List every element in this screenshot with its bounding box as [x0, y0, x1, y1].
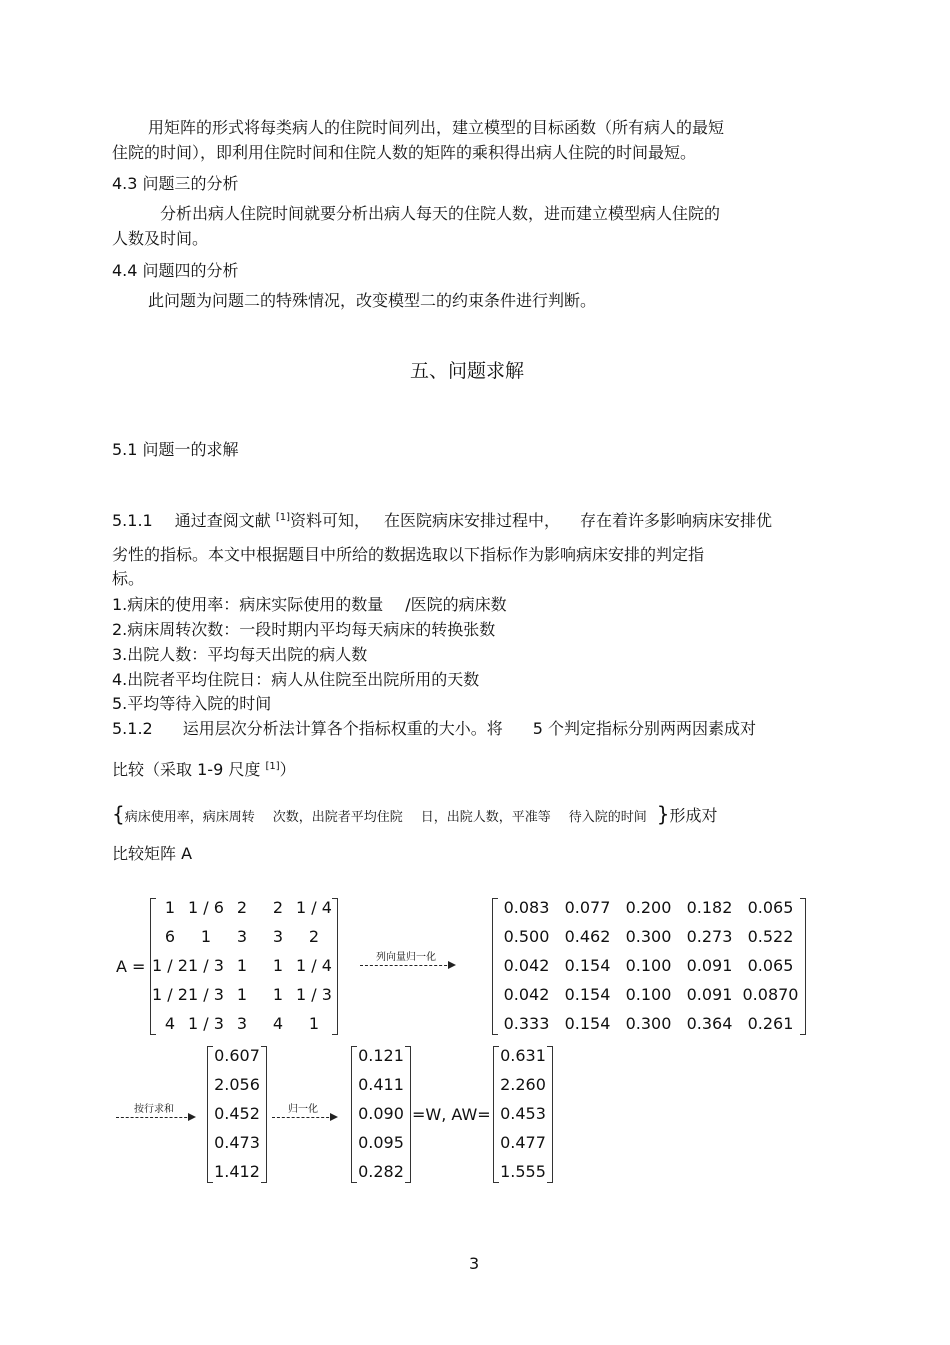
text-run: 运用层次分析法计算各个指标权重的大小。将	[182, 719, 503, 738]
paragraph-line: 人数及时间。	[112, 229, 209, 248]
subsection-heading: 4.3 问题三的分析	[112, 174, 239, 193]
paragraph-line: 用矩阵的形式将每类病人的住院时间列出，建立模型的目标函数（所有病人的最短	[148, 118, 725, 137]
matrix-cell: 3	[272, 927, 284, 946]
text-run: 通过查阅文献	[174, 511, 271, 530]
normalize-arrow	[272, 1100, 334, 1124]
matrix-cell: 1 / 4	[296, 898, 332, 917]
text-run: 资料可知，	[290, 511, 371, 530]
matrix-cell: 0.522	[747, 927, 794, 946]
matrix-cell: 1	[236, 956, 248, 975]
matrix-cell: 1 / 3	[188, 956, 224, 975]
matrix-cell: 0.500	[503, 927, 550, 946]
vector-cell: 0.477	[500, 1133, 546, 1152]
paragraph-line	[112, 804, 718, 828]
paragraph-line: 劣性的指标。本文中根据题目中所给的数据选取以下指标作为影响病床安排的判定指	[112, 545, 705, 564]
list-item: 3.出院人数：平均每天出院的病人数	[112, 645, 368, 664]
text-run: 5 个判定指标分别两两因素成对	[532, 719, 757, 738]
text-run: ）	[279, 760, 296, 779]
text-run: 在医院病床安排过程中，	[384, 511, 561, 530]
text-run: 次数，出院者平均住院	[272, 810, 403, 825]
list-item: 2.病床周转次数：一段时期内平均每天病床的转换张数	[112, 620, 496, 639]
matrix-cell: 0.300	[625, 927, 672, 946]
paragraph-line: 比较矩阵 A	[112, 844, 193, 863]
vector-cell: 0.473	[214, 1133, 260, 1152]
list-item	[112, 595, 507, 615]
matrix-cell: 0.042	[503, 956, 550, 975]
vector-AW	[493, 1046, 553, 1183]
matrix-cell: 0.300	[625, 1014, 672, 1033]
list-item: 5.平均等待入院的时间	[112, 694, 272, 713]
matrix-cell: 0.100	[625, 985, 672, 1004]
arrow-head	[448, 961, 456, 969]
matrix-normalized	[492, 898, 806, 1035]
matrix-cell: 0.364	[686, 1014, 733, 1033]
row-sum-arrow	[116, 1100, 192, 1124]
matrix-cell: 0.273	[686, 927, 733, 946]
vector-cell: 0.411	[358, 1075, 404, 1094]
vector-cell: 0.121	[358, 1046, 404, 1065]
matrix-cell: 0.200	[625, 898, 672, 917]
vector-cell: 0.607	[214, 1046, 260, 1065]
matrix-cell: 0.091	[686, 956, 733, 975]
vector-cell: 1.412	[214, 1162, 260, 1181]
text-run: 存在着许多影响病床安排优	[580, 511, 773, 530]
matrix-cell: 1	[308, 1014, 320, 1033]
arrow-head	[188, 1113, 196, 1121]
paragraph-line: 此问题为问题二的特殊情况，改变模型二的约束条件进行判断。	[148, 291, 597, 310]
arrow-line	[272, 1117, 334, 1118]
paragraph-line	[112, 508, 772, 531]
matrix-cell: 0.042	[503, 985, 550, 1004]
vector-cell: 2.056	[214, 1075, 260, 1094]
equation-text: =W, AW=	[412, 1105, 491, 1124]
text-run: 1-9 尺度	[197, 760, 261, 779]
vector-cell: 0.631	[500, 1046, 546, 1065]
matrix-cell: 6	[164, 927, 176, 946]
matrix-cell: 0.065	[747, 898, 794, 917]
paragraph-line	[112, 719, 756, 739]
vector-cell: 2.260	[500, 1075, 546, 1094]
matrix-cell: 1 / 3	[188, 985, 224, 1004]
vector-cell: 1.555	[500, 1162, 546, 1181]
citation-ref: [1]	[265, 761, 280, 772]
matrix-cell: 1	[272, 985, 284, 1004]
matrix-cell: 0.261	[747, 1014, 794, 1033]
text-run: 1.病床的使用率：病床实际使用的数量	[112, 595, 384, 614]
matrix-cell: 4	[272, 1014, 284, 1033]
arrow-line	[116, 1117, 192, 1118]
matrix-cell: 1	[272, 956, 284, 975]
matrix-cell: 0.154	[564, 985, 611, 1004]
vector-cell: 0.090	[358, 1104, 404, 1123]
subsection-heading: 5.1 问题一的求解	[112, 440, 239, 459]
vector-cell: 0.095	[358, 1133, 404, 1152]
matrix-cell: 1 / 6	[188, 898, 224, 917]
matrix-cell: 3	[236, 927, 248, 946]
matrix-cell: 4	[164, 1014, 176, 1033]
matrix-cell: 0.0870	[742, 985, 799, 1004]
matrix-A	[150, 898, 338, 1035]
arrow-head	[330, 1113, 338, 1121]
paragraph-line: 标。	[112, 569, 145, 588]
vector-W	[351, 1046, 411, 1183]
arrow-line	[360, 965, 452, 966]
matrix-cell: 1 / 2	[152, 956, 188, 975]
citation-ref: [1]	[275, 512, 290, 523]
section-title: 五、问题求解	[410, 360, 525, 382]
matrix-cell: 0.154	[564, 1014, 611, 1033]
page-number: 3	[469, 1254, 480, 1273]
arrow-label: 列向量归一化	[376, 952, 436, 963]
paragraph-line: 住院的时间），即利用住院时间和住院人数的矩阵的乘积得出病人住院的时间最短。	[112, 143, 697, 162]
normalize-columns-arrow	[360, 948, 452, 972]
vector-cell: 0.452	[214, 1104, 260, 1123]
matrix-cell: 2	[272, 898, 284, 917]
matrix-cell: 0.154	[564, 956, 611, 975]
subsection-heading: 4.4 问题四的分析	[112, 261, 239, 280]
matrix-cell: 3	[236, 1014, 248, 1033]
list-item: 4.出院者平均住院日：病人从住院至出院所用的天数	[112, 670, 480, 689]
matrix-cell: 1 / 3	[188, 1014, 224, 1033]
text-run: 待入院的时间	[568, 810, 647, 825]
matrix-cell: 2	[308, 927, 320, 946]
vector-row-sum	[207, 1046, 267, 1183]
matrix-cell: 0.091	[686, 985, 733, 1004]
matrix-cell: 0.333	[503, 1014, 550, 1033]
set-open-brace: {	[112, 802, 125, 826]
text-run: /医院的病床数	[405, 595, 507, 614]
matrix-cell: 1	[200, 927, 212, 946]
matrix-cell: 1	[164, 898, 176, 917]
matrix-cell: 0.065	[747, 956, 794, 975]
matrix-cell: 0.100	[625, 956, 672, 975]
matrix-cell: 0.462	[564, 927, 611, 946]
text-run: 日，出院人数，平准等	[420, 810, 551, 825]
paragraph-line	[112, 757, 296, 780]
matrix-cell: 0.083	[503, 898, 550, 917]
subsection-number: 5.1.1	[112, 511, 153, 530]
arrow-label: 按行求和	[134, 1104, 174, 1115]
text-run: 比较（采取	[112, 760, 193, 779]
matrix-cell: 1 / 3	[296, 985, 332, 1004]
matrix-cell: 1 / 4	[296, 956, 332, 975]
matrix-cell: 2	[236, 898, 248, 917]
arrow-label: 归一化	[288, 1104, 318, 1115]
matrix-cell: 1	[236, 985, 248, 1004]
matrix-cell: 0.182	[686, 898, 733, 917]
text-run: 病床使用率，病床周转	[124, 810, 255, 825]
set-close-brace: }	[656, 802, 670, 826]
text-run: 形成对	[669, 806, 718, 825]
matrix-label: A =	[116, 957, 146, 976]
matrix-cell: 0.077	[564, 898, 611, 917]
vector-cell: 0.453	[500, 1104, 546, 1123]
paragraph-line: 分析出病人住院时间就要分析出病人每天的住院人数，进而建立模型病人住院的	[160, 204, 721, 223]
subsection-number: 5.1.2	[112, 719, 153, 738]
vector-cell: 0.282	[358, 1162, 404, 1181]
matrix-cell: 1 / 2	[152, 985, 188, 1004]
